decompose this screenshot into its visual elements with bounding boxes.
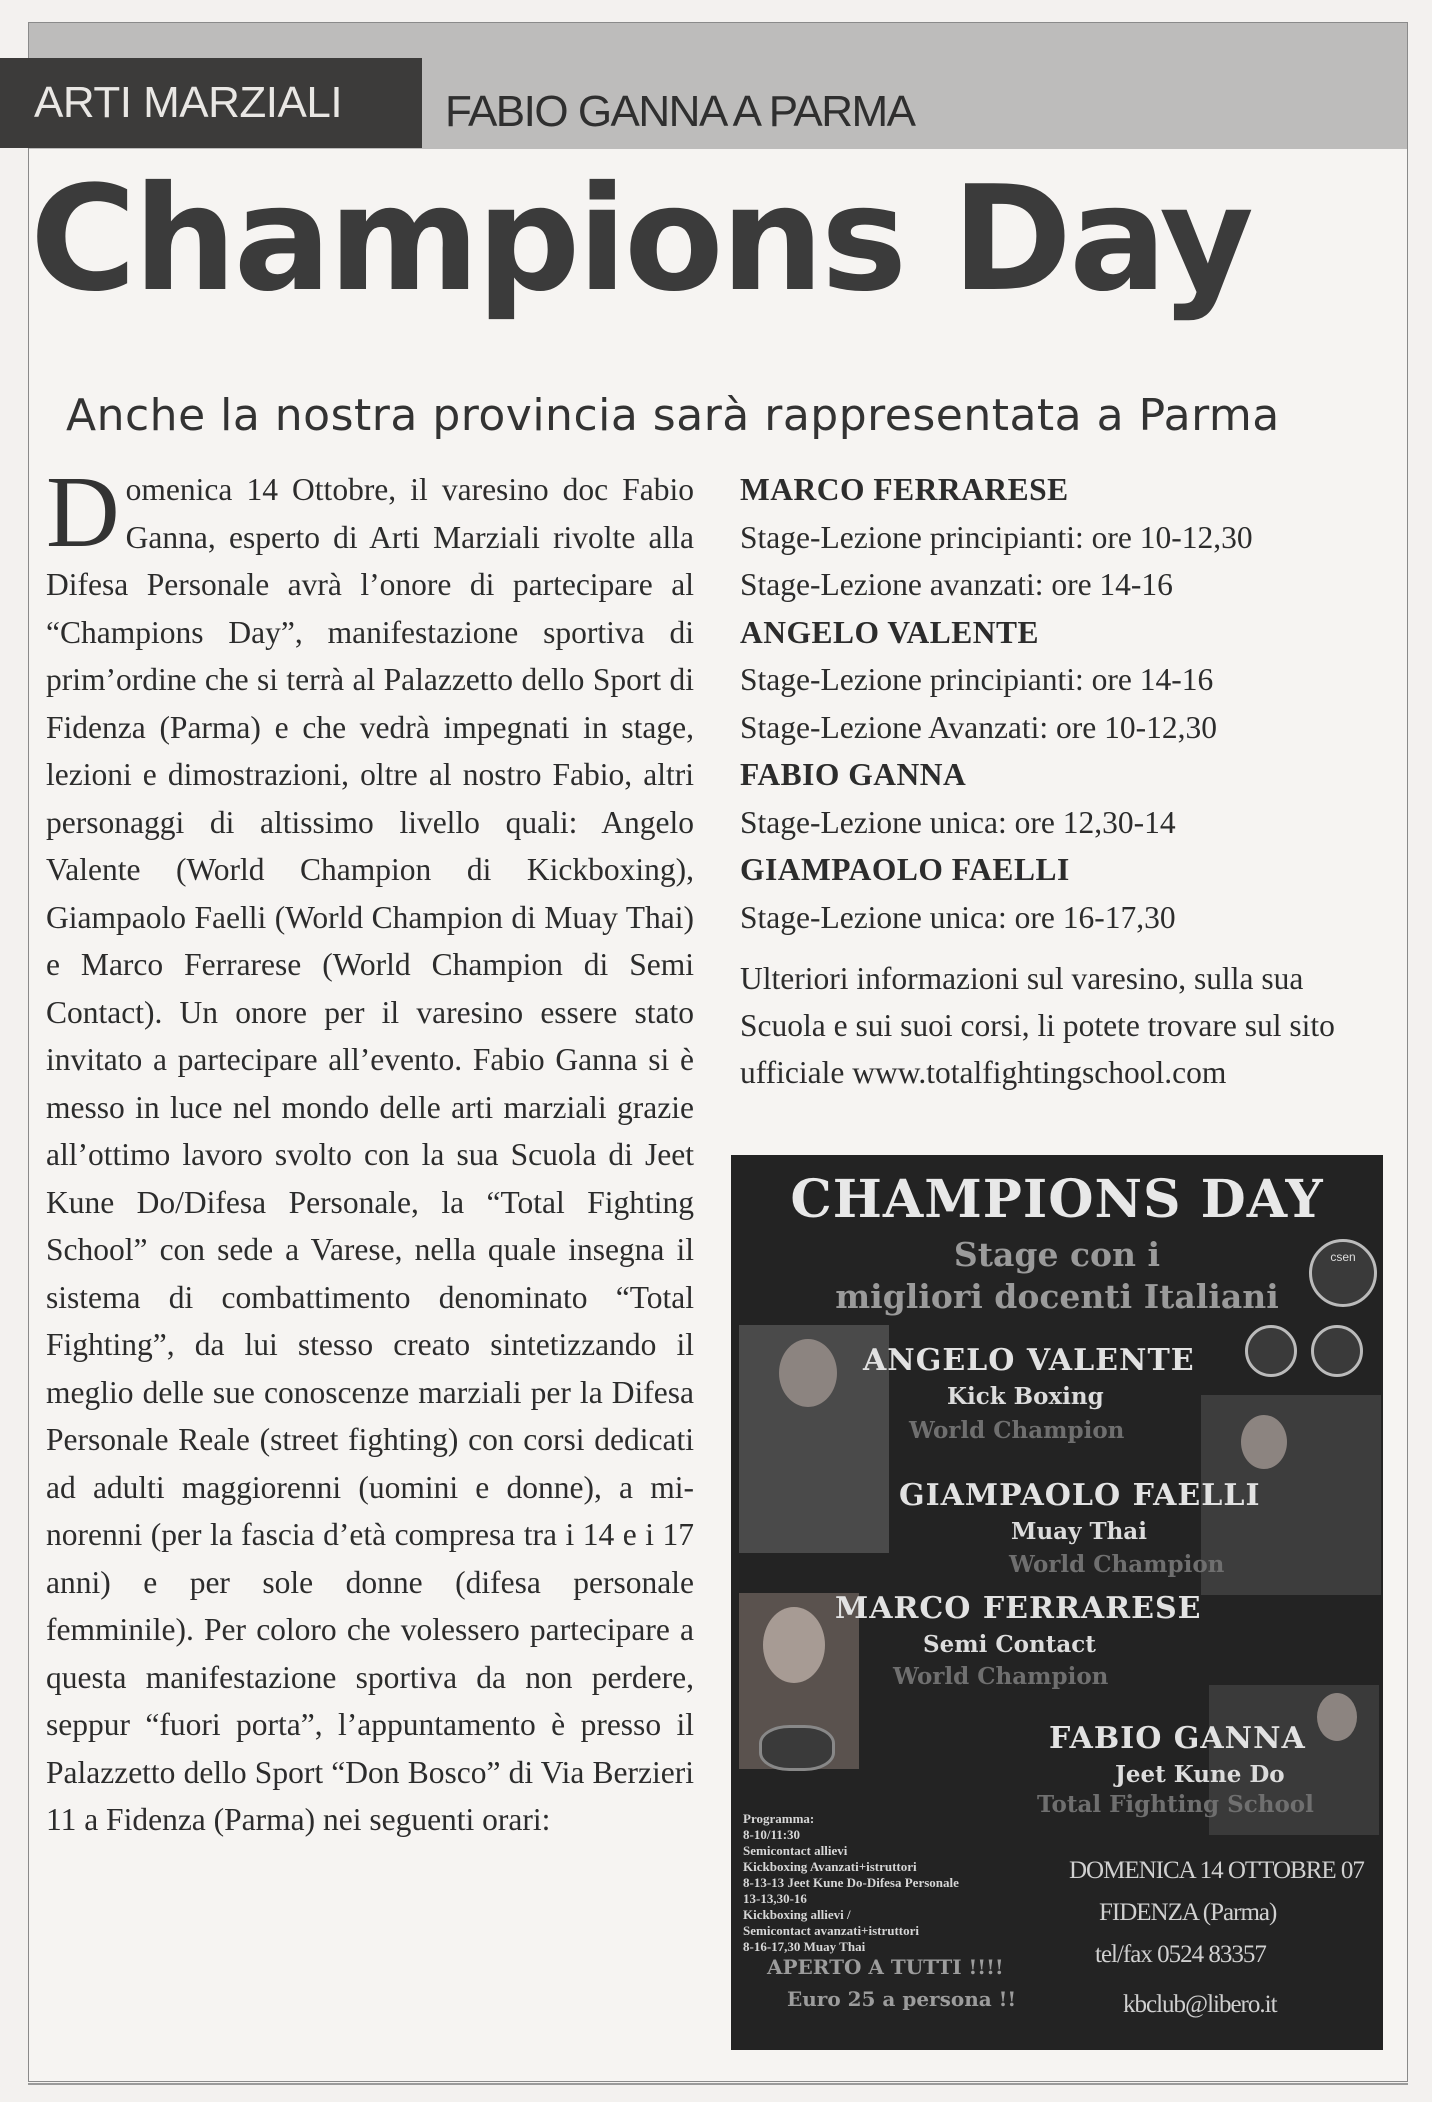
poster-email: kbclub@libero.it bbox=[1123, 1991, 1277, 2018]
schedule-name: FABIO GANNA bbox=[740, 757, 967, 792]
more-info: Ulteriori informazioni sul varesino, sulla sua Scuola e sui suoi corsi, li potete trovare sul sito ufficiale www.totalfightingschool.com bbox=[740, 961, 1335, 1090]
schedule-column bbox=[740, 466, 1380, 1096]
poster-price: Euro 25 a persona !! bbox=[787, 1987, 1017, 2011]
body-text: omenica 14 Ottobre, il varesino doc Fabio Ganna, esperto di Arti Marziali rivolte alla Difesa Personale avrà l’onore di partecipare al “Champions Day”, manifestazione sportiva di prim’ordine che si terrà al Palazzetto dello Sport di Fidenza (Parma) e che vedrà impegnati in stage, lezioni e dimostrazioni, oltre al nostro Fabio, altri personaggi di altissimo livello quali: Angelo Valente (World Champion di Kickboxing), Giampaolo Faelli (World Champion di Muay Thai) e Marco Ferrarese (World Champion di Semi Contact). Un onore per il varesino essere stato invitato a partecipare all’evento. Fabio Ganna si è messo in luce nel mondo delle arti marziali grazie all’ottimo lavoro svolto con la sua Scuola di Jeet Kune Do/Difesa Personale, la “Total Fighting School” con sede a Varese, nella quale insegna il sistema di combattimento denominato “Total Fighting”, da lui stesso creato sintetizzando il meglio delle sue conoscenze marziali per la Difesa Personale Reale (street fighting) con corsi dedicati ad adulti maggiorenni (uomini e donne), a minorenni (per la fascia d’età compresa tra i 14 e i 17 anni) e per sole donne (difesa personale femminile). Per coloro che volessero partecipare a questa manifestazione sportiva da non perdere, seppur “fuori porta”, l’appuntamento è presso il Palazzetto dello Sport “Don Bosco” di Via Berzieri 11 a Fidenza (Parma) nei seguenti orari: bbox=[46, 472, 694, 1837]
schedule-line: Stage-Lezione Avanzati: ore 10-12,30 bbox=[740, 709, 1217, 745]
poster-title: CHAMPIONS DAY bbox=[790, 1169, 1324, 1230]
schedule-line: Stage-Lezione unica: ore 12,30-14 bbox=[740, 804, 1176, 840]
schedule-line: Stage-Lezione unica: ore 16-17,30 bbox=[740, 899, 1176, 935]
poster-fighter-title: Total Fighting School bbox=[1037, 1791, 1314, 1818]
poster-phone: tel/fax 0524 83357 bbox=[1095, 1941, 1266, 1968]
poster-location: FIDENZA (Parma) bbox=[1099, 1899, 1277, 1926]
poster-fighter-title: World Champion bbox=[1009, 1551, 1225, 1578]
program-line: 8-10/11:30 bbox=[743, 1827, 801, 1842]
poster-open-line: APERTO A TUTTI !!!! bbox=[767, 1955, 1004, 1979]
poster-fighter-title: World Champion bbox=[893, 1663, 1109, 1690]
dropcap: D bbox=[46, 456, 120, 569]
federation-badge-icon bbox=[1245, 1325, 1297, 1377]
poster-fighter-discipline: Kick Boxing bbox=[947, 1383, 1104, 1410]
schedule-name: ANGELO VALENTE bbox=[740, 614, 1040, 650]
schedule-name: MARCO FERRARESE bbox=[740, 472, 1069, 507]
section-kicker: ARTI MARZIALI bbox=[0, 58, 422, 148]
article-body bbox=[46, 456, 694, 1844]
poster-program bbox=[743, 1811, 959, 1955]
program-line: Semicontact allievi bbox=[743, 1843, 848, 1858]
csen-badge-icon bbox=[1309, 1239, 1377, 1307]
poster-fighter-discipline: Semi Contact bbox=[923, 1631, 1096, 1658]
schedule-name: GIAMPAOLO FAELLI bbox=[740, 852, 1070, 887]
headline: Champions Day bbox=[30, 155, 1251, 324]
italy-badge-icon bbox=[1311, 1325, 1363, 1377]
poster-fighter-name: MARCO FERRARESE bbox=[835, 1591, 1202, 1626]
poster-fighter-name: ANGELO VALENTE bbox=[863, 1343, 1195, 1378]
program-line: 8-16-17,30 Muay Thai bbox=[743, 1939, 866, 1954]
poster-fighter-discipline: Muay Thai bbox=[1011, 1518, 1147, 1545]
poster-fighter-title: World Champion bbox=[909, 1417, 1125, 1444]
poster-tagline: Stage con i bbox=[953, 1235, 1161, 1274]
program-line: 13-13,30-16 bbox=[743, 1891, 807, 1906]
poster-tagline: migliori docenti Italiani bbox=[835, 1277, 1279, 1316]
badge-label: csen bbox=[1330, 1250, 1356, 1264]
program-line: Semicontact avanzati+istruttori bbox=[743, 1923, 920, 1938]
section-subject: FABIO GANNA A PARMA bbox=[445, 87, 915, 136]
program-line: Programma: bbox=[743, 1811, 815, 1826]
schedule bbox=[740, 466, 1380, 941]
bottom-rule bbox=[28, 2083, 1408, 2085]
kickboxing-logo-icon bbox=[759, 1725, 835, 1771]
schedule-line: Stage-Lezione principianti: ore 14-16 bbox=[740, 662, 1214, 697]
event-poster bbox=[731, 1155, 1383, 2050]
program-line: Kickboxing Avanzati+istruttori bbox=[743, 1859, 917, 1874]
poster-date: DOMENICA 14 OTTOBRE 07 bbox=[1069, 1857, 1364, 1884]
poster-fighter-name: GIAMPAOLO FAELLI bbox=[899, 1478, 1261, 1513]
schedule-line: Stage-Lezione principianti: ore 10-12,30 bbox=[740, 519, 1253, 555]
poster-fighter-name: FABIO GANNA bbox=[1049, 1721, 1306, 1756]
schedule-line: Stage-Lezione avanzati: ore 14-16 bbox=[740, 567, 1173, 602]
program-line: 8-13-13 Jeet Kune Do-Difesa Personale bbox=[743, 1875, 959, 1890]
subheadline: Anche la nostra provincia sarà rappresentata a Parma bbox=[66, 390, 1280, 441]
program-line: Kickboxing allievi / bbox=[743, 1907, 851, 1922]
poster-fighter-discipline: Jeet Kune Do bbox=[1115, 1761, 1285, 1788]
